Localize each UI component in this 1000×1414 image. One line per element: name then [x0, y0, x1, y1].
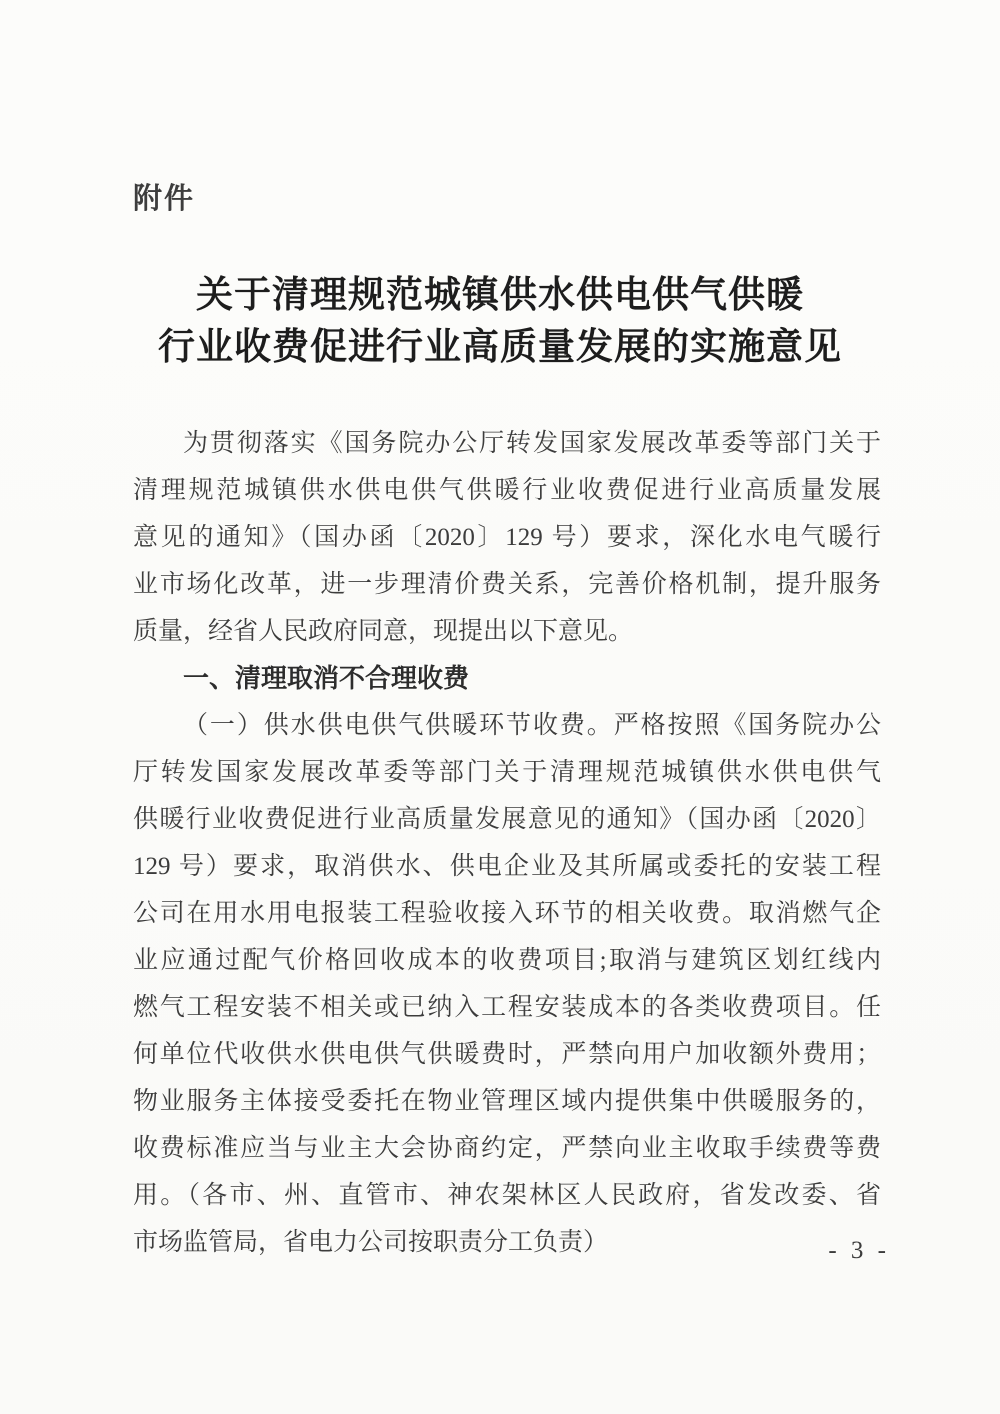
- title-line-2: 行业收费促进行业高质量发展的实施意见: [158, 327, 842, 368]
- para-line: 收费标准应当与业主大会协商约定，严禁向业主收取手续费等费: [133, 1135, 881, 1162]
- intro-line: 清理规范城镇供水供电供气供暖行业收费促进行业高质量发展: [133, 477, 881, 504]
- attachment-label: 附件: [133, 183, 196, 215]
- document-body: [133, 420, 881, 1266]
- para-line: 用。（各市、州、直管市、神农架林区人民政府，省发改委、省: [133, 1182, 881, 1209]
- para-line: 厅转发国家发展改革委等部门关于清理规范城镇供水供电供气: [133, 759, 881, 786]
- para-line: 何单位代收供水供电供气供暖费时，严禁向用户加收额外费用；: [133, 1041, 881, 1068]
- document-title: [0, 270, 1000, 374]
- para-line: 129 号）要求，取消供水、供电企业及其所属或委托的安装工程: [133, 853, 881, 880]
- para-line: （一）供水供电供气供暖环节收费。严格按照《国务院办公: [183, 712, 881, 739]
- para-line: 物业服务主体接受委托在物业管理区域内提供集中供暖服务的，: [133, 1088, 881, 1115]
- intro-line: 意见的通知》（国办函〔2020〕129 号）要求，深化水电气暖行: [133, 524, 881, 551]
- para-line: 业应通过配气价格回收成本的收费项目;取消与建筑区划红线内: [133, 947, 881, 974]
- title-line-1: 关于清理规范城镇供水供电供气供暖: [196, 275, 804, 316]
- para-line: 燃气工程安装不相关或已纳入工程安装成本的各类收费项目。任: [133, 994, 881, 1021]
- intro-line: 业市场化改革，进一步理清价费关系，完善价格机制，提升服务: [133, 571, 881, 598]
- para-line: 公司在用水用电报装工程验收接入环节的相关收费。取消燃气企: [133, 900, 881, 927]
- page-number: - 3 -: [828, 1237, 890, 1264]
- intro-line: 质量，经省人民政府同意，现提出以下意见。: [133, 618, 634, 645]
- para-line: 供暖行业收费促进行业高质量发展意见的通知》（国办函〔2020〕: [133, 806, 881, 833]
- para-line: 市场监管局，省电力公司按职责分工负责）: [133, 1229, 609, 1256]
- intro-line: 为贯彻落实《国务院办公厅转发国家发展改革委等部门关于: [183, 430, 881, 457]
- section-heading: 一、清理取消不合理收费: [183, 663, 470, 693]
